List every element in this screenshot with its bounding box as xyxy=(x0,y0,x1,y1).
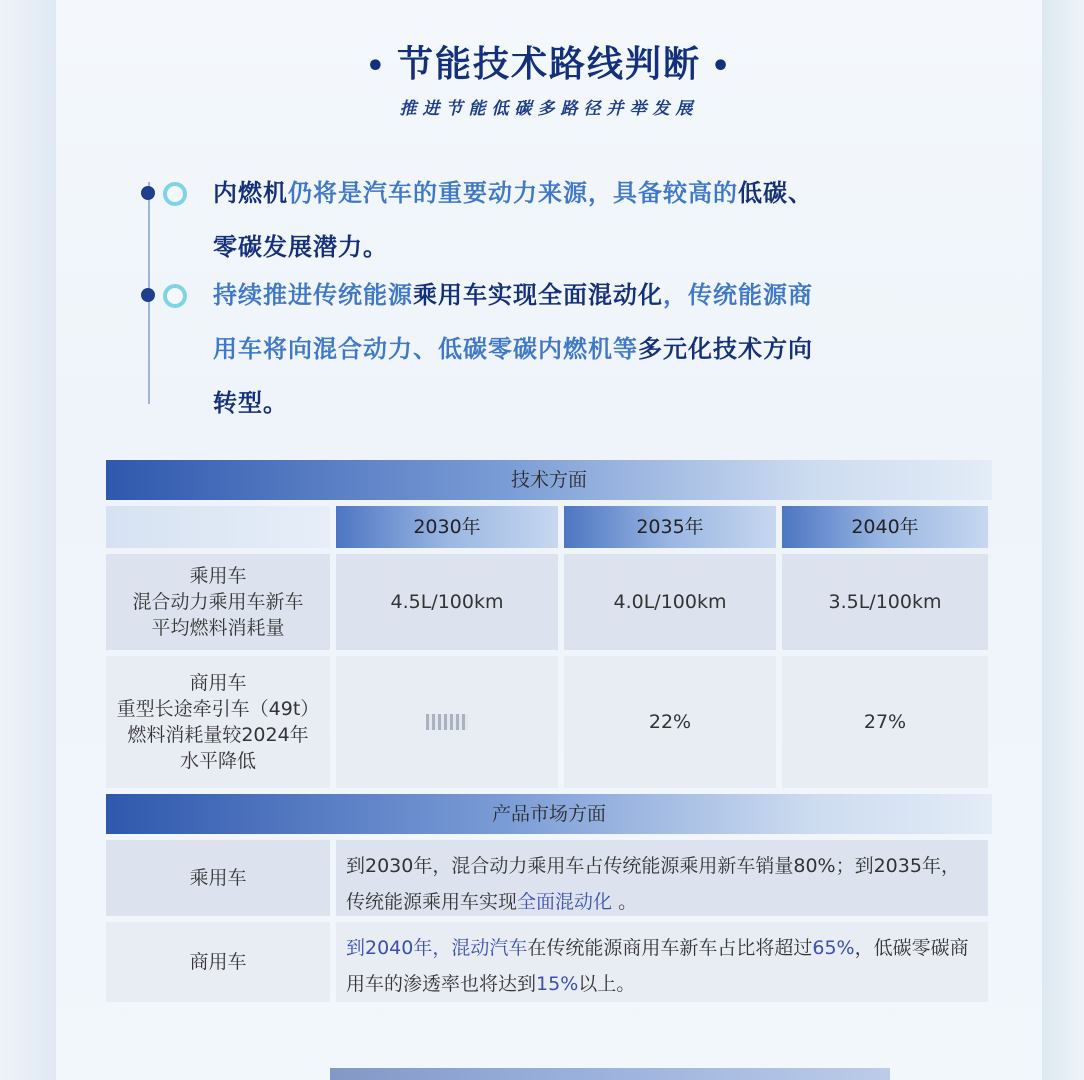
bullet-dot xyxy=(141,288,155,302)
page-frame-left xyxy=(0,0,56,1080)
bullet-icon-2 xyxy=(141,282,191,306)
point-2-keyword-3: 转型 xyxy=(213,389,263,417)
point-1-line-2 xyxy=(213,220,963,274)
bullet-dot xyxy=(141,186,155,200)
market-section-header: 产品市场方面 xyxy=(106,794,992,834)
label-line: 平均燃料消耗量 xyxy=(151,617,285,639)
page-title xyxy=(56,36,1042,87)
market-text-part: ，低碳零碳商用车的渗透率也将达到 xyxy=(346,937,969,995)
point-2-text-2: ，传统能源商 xyxy=(663,281,813,309)
market-text-part: 以上。 xyxy=(578,973,636,995)
tech-value-passenger-2030: 4.5L/100km xyxy=(336,554,558,650)
point-2-line-2 xyxy=(213,322,963,376)
point-2-line-1 xyxy=(213,268,963,322)
tech-header-year-2035: 2035年 xyxy=(564,506,776,548)
point-2-line-3 xyxy=(213,376,963,430)
point-1-period: 。 xyxy=(363,233,388,261)
point-2-keyword-2: 多元化技术方向 xyxy=(638,335,813,363)
label-line: 混合动力乘用车新车 xyxy=(132,591,304,613)
tech-row-label-passenger xyxy=(106,554,330,650)
market-text-part: 到2030年，混合动力乘用车占传统能源乘用新车销量80%；到2035年，传统能源乘用车实现 xyxy=(346,855,960,913)
point-1 xyxy=(213,166,963,274)
tech-header-blank xyxy=(106,506,330,548)
next-section-cutoff xyxy=(330,1068,890,1080)
point-2-keyword: 乘用车实现全面混动化 xyxy=(413,281,663,309)
title-text: 节能技术路线判断 xyxy=(396,44,701,85)
market-text-part: 。 xyxy=(612,891,638,913)
market-text-highlight: 全面混动化 xyxy=(517,891,613,913)
title-dot-left: • xyxy=(365,49,387,84)
title-dot-right: • xyxy=(711,49,733,84)
bullet-ring-icon xyxy=(163,182,187,206)
bullet-icon-1 xyxy=(141,180,191,204)
market-text-highlight: 到2040年，混动汽车 xyxy=(346,937,528,959)
tech-value-passenger-2040: 3.5L/100km xyxy=(782,554,988,650)
market-row-label-commercial: 商用车 xyxy=(106,922,330,1002)
label-line: 乘用车 xyxy=(189,565,247,587)
point-1-text: 仍将是汽车的重要动力来源，具备较高的 xyxy=(288,179,738,207)
page-subtitle: 推进节能低碳多路径并举发展 xyxy=(399,99,699,119)
point-1-keyword-2: 低碳、 xyxy=(738,179,813,207)
market-row-label-passenger: 乘用车 xyxy=(106,840,330,916)
point-1-keyword: 内燃机 xyxy=(213,179,288,207)
tech-value-commercial-2040: 27% xyxy=(782,656,988,788)
market-text-highlight: 15% xyxy=(536,973,579,995)
market-text-commercial xyxy=(336,922,988,1002)
label-line: 商用车 xyxy=(189,672,247,694)
tech-value-commercial-2035: 22% xyxy=(564,656,776,788)
tech-value-passenger-2035: 4.0L/100km xyxy=(564,554,776,650)
label-line: 燃料消耗量较2024年 xyxy=(127,724,309,746)
market-text-highlight: 65% xyxy=(812,937,855,959)
point-2-text: 持续推进传统能源 xyxy=(213,281,413,309)
tech-header-year-2040: 2040年 xyxy=(782,506,988,548)
tech-row-label-commercial xyxy=(106,656,330,788)
market-text-passenger xyxy=(336,840,988,916)
point-2-period: 。 xyxy=(263,389,288,417)
obscured-value-mark xyxy=(426,714,468,730)
bullet-ring-icon xyxy=(163,284,187,308)
tech-value-commercial-2030 xyxy=(336,656,558,788)
point-2 xyxy=(213,268,963,430)
page-frame-right xyxy=(1042,0,1084,1080)
tech-header-year-2030: 2030年 xyxy=(336,506,558,548)
point-1-line-1 xyxy=(213,166,963,220)
point-2-text-3: 用车将向混合动力、低碳零碳内燃机等 xyxy=(213,335,638,363)
tech-section-header: 技术方面 xyxy=(106,460,992,500)
point-1-keyword-3: 零碳发展潜力 xyxy=(213,233,363,261)
market-text-part: 在传统能源商用车新车占比将超过 xyxy=(527,937,813,959)
label-line: 重型长途牵引车（49t） xyxy=(116,698,320,720)
label-line: 水平降低 xyxy=(179,750,256,772)
